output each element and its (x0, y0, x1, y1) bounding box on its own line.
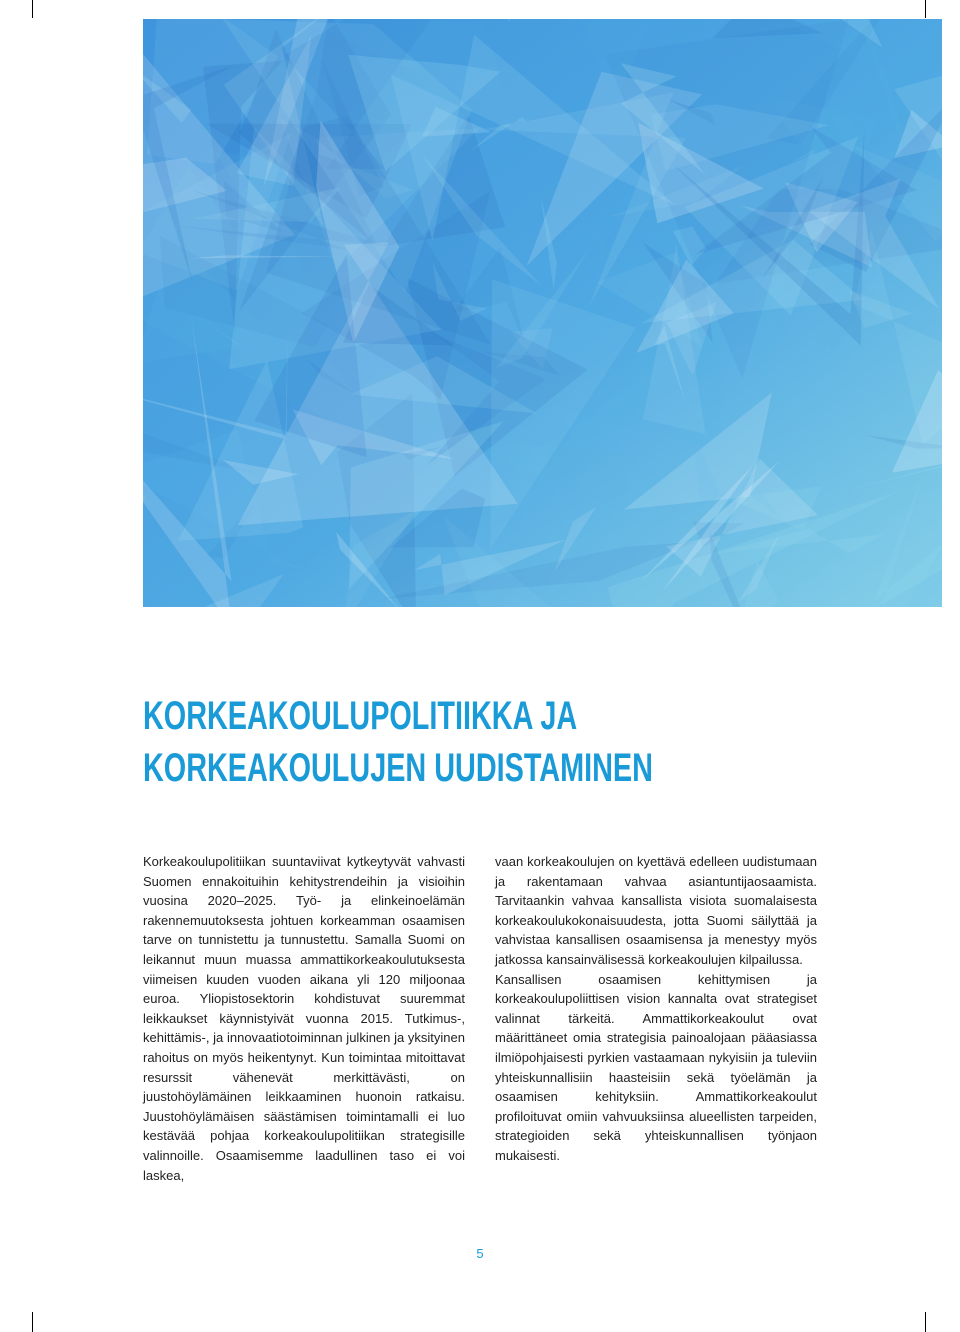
paragraph: vaan korkeakoulujen on kyettävä edelleen uudistumaan ja rakentamaan vahvaa asiantuntijaosaamista. Tarvitaankin vahvaa kansallista visiota suomalaisesta korkeakoulukokonaisuudesta, jotta Suomi säilyttää ja vahvistaa kansallisen osaamisensa ja menestyy myös jatkossa kansainvälisessä korkeakoulujen kilpailussa. (495, 854, 817, 967)
crop-mark-top-right (925, 0, 926, 18)
title-line-1: KORKEAKOULUPOLITIIKKA JA (143, 694, 578, 738)
abstract-blue-polygon-pattern (143, 19, 942, 607)
title-line-2: KORKEAKOULUJEN UUDISTAMINEN (143, 746, 653, 790)
text-column-left (143, 852, 465, 1185)
paragraph: Kansallisen osaamisen kehittymisen ja korkeakoulupoliittisen vision kannalta ovat strategiset valinnat tärkeitä. Ammattikorkeakoulut ovat määrittäneet omia strategisia painoalojaan pääasiassa ilmiöpohjaisesti pyrkien vastaamaan nykyisiin ja tuleviin yhteiskunnallisiin haasteisiin sekä työelämän ja osaamisen kehityksiin. Ammattikorkeakoulut profiloituvat omiin vahvuuksiinsa alueellisten tarpeiden, strategioiden sekä yhteiskunnallisen työnjaon mukaisesti. (495, 971, 817, 1163)
text-column-right (495, 852, 817, 1166)
crop-mark-bottom-right (925, 1312, 926, 1332)
header-image (143, 19, 942, 607)
crop-mark-bottom-left (32, 1312, 33, 1332)
page-title (143, 690, 653, 794)
paragraph: Korkeakoulupolitiikan suuntaviivat kytkeytyvät vahvasti Suomen ennakoituihin kehitystrendeihin ja visioihin vuosina 2020–2025. Työ- ja elinkeinoelämän rakennemuutoksesta johtuen korkeamman osaamisen tarve on tunnistettu ja tunnustettu. Samalla Suomi on leikannut muun muassa ammattikorkeakoulutuksesta viimeisen kuuden vuoden aikana yli 120 miljoonaa euroa. Yliopistosektorin kohdistuvat suuremmat leikkaukset käynnistyivät vuonna 2015. Tutkimus-, kehittämis-, ja innovaatiotoiminnan julkinen ja yksityinen rahoitus on myös heikentynyt. Kun toimintaa mitoittavat resurssit vähenevät merkittävästi, on juustohöylämäinen leikkaaminen huonoin ratkaisu. Juustohöylämäisen säästämisen toimintamalli ei luo kestävää pohjaa korkeakoulupolitiikan strategisille valinnoille. Osaamisemme laadullinen taso ei voi laskea, (143, 854, 465, 1183)
page-number: 5 (476, 1246, 484, 1261)
crop-mark-top-left (32, 0, 33, 18)
